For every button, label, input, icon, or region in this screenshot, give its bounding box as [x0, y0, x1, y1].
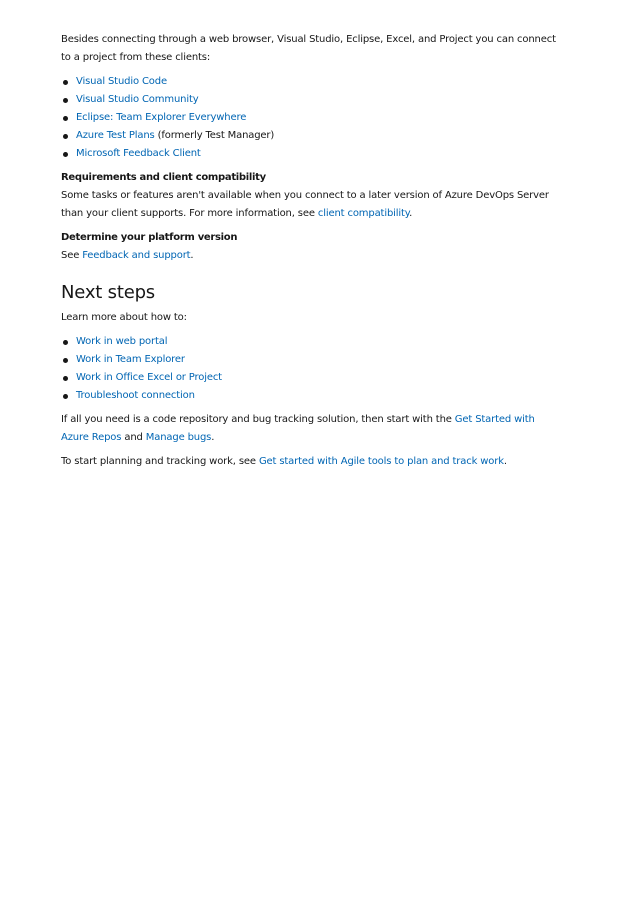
document-page — [61, 31, 561, 471]
azure-test-plans-link[interactable]: Azure Test Plans — [76, 130, 155, 141]
feedback-and-support-link[interactable]: Feedback and support — [82, 250, 191, 261]
work-in-web-portal-link[interactable]: Work in web portal — [76, 336, 168, 347]
get-started-azure-repos-link[interactable]: Get Started with Azure Repos — [61, 414, 535, 443]
bullet-icon — [63, 358, 68, 363]
repo-mid-text: and — [121, 432, 146, 443]
repo-text: If all you need is a code repository and bug tracking solution, then start with the — [61, 414, 455, 425]
work-in-office-excel-link[interactable]: Work in Office Excel or Project — [76, 372, 222, 383]
requirements-heading: Requirements and client compatibility — [61, 172, 266, 183]
bullet-icon — [63, 152, 68, 157]
list-item — [61, 145, 561, 163]
next-steps-list — [61, 333, 561, 405]
bullet-icon — [63, 98, 68, 103]
bullet-icon — [63, 116, 68, 121]
intro-paragraph: Besides connecting through a web browser, Visual Studio, Eclipse, Excel, and Project you can connect to a project from these clients: — [61, 34, 556, 63]
requirements-text: Some tasks or features aren't available when you connect to a later version of Azure DevOps Server than your client supports. For more information, see — [61, 190, 549, 219]
list-item — [61, 109, 561, 127]
agile-tools-link[interactable]: Get started with Agile tools to plan and track work — [258, 456, 504, 467]
visual-studio-code-link[interactable]: Visual Studio Code — [76, 76, 167, 87]
platform-paragraph — [61, 247, 561, 265]
platform-heading: Determine your platform version — [61, 232, 238, 243]
list-item — [61, 333, 561, 351]
next-steps-heading: Next steps — [61, 282, 155, 303]
list-item — [61, 387, 561, 405]
list-item — [61, 127, 561, 145]
requirements-paragraph — [61, 187, 561, 223]
list-item — [61, 91, 561, 109]
client-compatibility-link[interactable]: client compatibility — [317, 208, 410, 219]
plan-paragraph — [61, 453, 561, 471]
period-text: . — [211, 432, 215, 443]
plan-text: To start planning and tracking work, see — [61, 456, 259, 467]
visual-studio-community-link[interactable]: Visual Studio Community — [76, 94, 199, 105]
list-item — [61, 369, 561, 387]
period-text: . — [503, 456, 507, 467]
next-steps-intro: Learn more about how to: — [61, 312, 187, 323]
repo-paragraph — [61, 411, 561, 447]
list-item — [61, 351, 561, 369]
eclipse-team-explorer-link[interactable]: Eclipse: Team Explorer Everywhere — [76, 112, 247, 123]
period-text: . — [190, 250, 194, 261]
bullet-icon — [63, 340, 68, 345]
period-text: . — [409, 208, 413, 219]
client-list — [61, 73, 561, 163]
list-item-suffix: (formerly Test Manager) — [154, 130, 275, 141]
microsoft-feedback-client-link[interactable]: Microsoft Feedback Client — [76, 148, 201, 159]
platform-text: See — [61, 250, 83, 261]
list-item — [61, 73, 561, 91]
bullet-icon — [63, 134, 68, 139]
work-in-team-explorer-link[interactable]: Work in Team Explorer — [76, 354, 185, 365]
manage-bugs-link[interactable]: Manage bugs — [145, 432, 212, 443]
bullet-icon — [63, 80, 68, 85]
bullet-icon — [63, 376, 68, 381]
bullet-icon — [63, 394, 68, 399]
troubleshoot-connection-link[interactable]: Troubleshoot connection — [76, 390, 195, 401]
